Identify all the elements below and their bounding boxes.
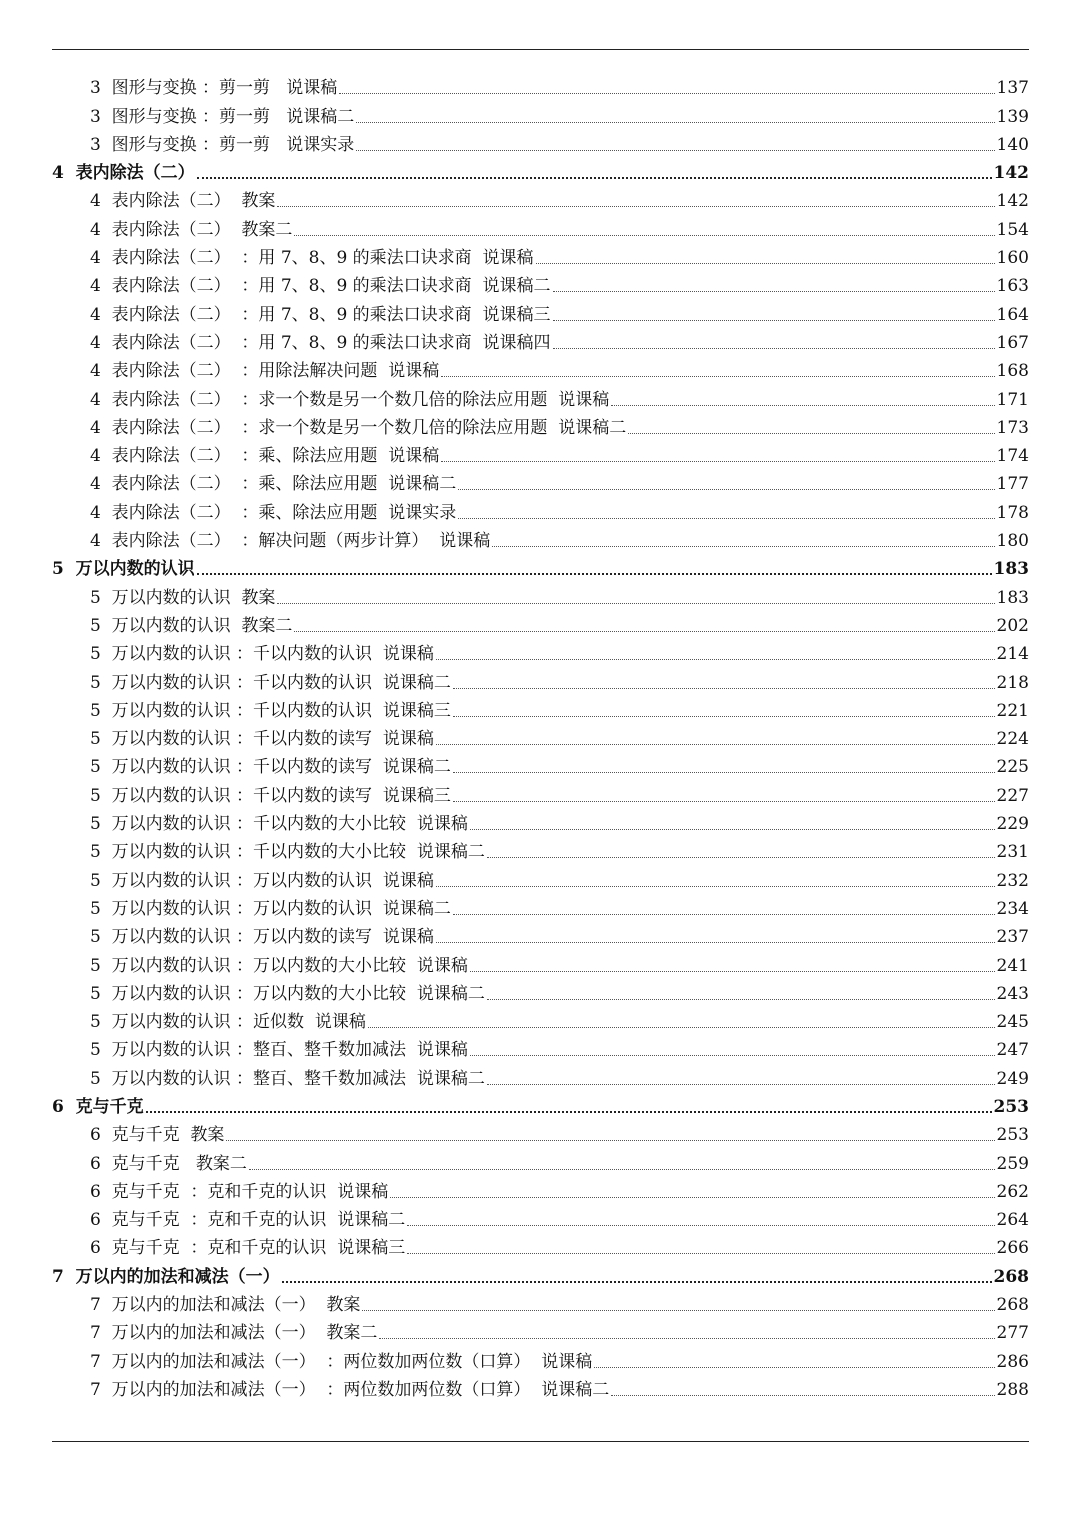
toc-dot-leader <box>553 348 995 349</box>
toc-chapter-entry[interactable] <box>52 1089 1029 1117</box>
toc-page-number: 268 <box>993 1266 1029 1287</box>
toc-dot-leader <box>487 857 995 858</box>
toc-dot-leader <box>611 1395 994 1396</box>
toc-dot-leader <box>436 744 995 745</box>
toc-entry-title: 4 表内除法（二） ：乘、除法应用题 说课稿 <box>90 446 440 467</box>
toc-dot-leader <box>553 320 995 321</box>
toc-page-number: 286 <box>996 1351 1029 1372</box>
toc-entry-title: 4 表内除法（二） <box>52 163 195 184</box>
toc-entry-title: 5 万以内数的认识 ：万以内数的大小比较 说课稿二 <box>90 983 485 1004</box>
toc-entry-title: 4 表内除法（二） ：解决问题（两步计算） 说课稿 <box>90 531 491 552</box>
toc-dot-leader <box>436 659 995 660</box>
toc-entry-title: 4 表内除法（二） ：用 7、8、9 的乘法口诀求商 说课稿二 <box>90 276 551 297</box>
toc-entry-title: 7 万以内的加法和减法（一） ：两位数加两位数（口算） 说课稿 <box>90 1351 593 1372</box>
toc-page-number: 164 <box>996 304 1029 325</box>
toc-entry-title: 4 表内除法（二） ：用除法解决问题 说课稿 <box>90 361 440 382</box>
toc-page-number: 183 <box>993 559 1029 580</box>
toc-entry-title: 4 表内除法（二） 教案二 <box>90 219 293 240</box>
toc-page-number: 171 <box>996 389 1029 410</box>
toc-entry[interactable] <box>52 1004 1029 1032</box>
toc-entry-title: 5 万以内数的认识 ：千以内数的认识 说课稿 <box>90 644 434 665</box>
toc-page-number: 183 <box>996 587 1029 608</box>
toc-page-number: 178 <box>996 502 1029 523</box>
toc-dot-leader <box>282 1281 992 1283</box>
toc-entry[interactable] <box>52 579 1029 607</box>
toc-dot-leader <box>453 688 995 689</box>
toc-entry-title: 5 万以内数的认识 ：千以内数的读写 说课稿三 <box>90 785 451 806</box>
toc-page-number: 241 <box>996 955 1029 976</box>
toc-dot-leader <box>470 971 995 972</box>
toc-entry-title: 4 表内除法（二） ：乘、除法应用题 说课实录 <box>90 502 457 523</box>
toc-entry[interactable] <box>52 240 1029 268</box>
toc-page-number: 253 <box>996 1125 1029 1146</box>
toc-dot-leader <box>470 1055 995 1056</box>
toc-entry-title: 5 万以内数的认识 ：万以内数的大小比较 说课稿 <box>90 955 468 976</box>
toc-entry-title: 4 表内除法（二） ：用 7、8、9 的乘法口诀求商 说课稿三 <box>90 304 551 325</box>
toc-entry[interactable] <box>52 183 1029 211</box>
toc-dot-leader <box>294 631 994 632</box>
toc-entry[interactable] <box>52 947 1029 975</box>
toc-entry[interactable] <box>52 862 1029 890</box>
toc-entry[interactable] <box>52 494 1029 522</box>
toc-page-number: 227 <box>996 785 1029 806</box>
toc-entry-title: 7 万以内的加法和减法（一） 教案 <box>90 1295 361 1316</box>
toc-entry[interactable] <box>52 777 1029 805</box>
toc-entry-title: 4 表内除法（二） ：用 7、8、9 的乘法口诀求商 说课稿四 <box>90 332 551 353</box>
toc-dot-leader <box>407 1225 994 1226</box>
toc-chapter-entry[interactable] <box>52 551 1029 579</box>
toc-entry[interactable] <box>52 127 1029 155</box>
toc-entry-title: 5 万以内数的认识 ：千以内数的认识 说课稿三 <box>90 700 451 721</box>
toc-dot-leader <box>487 999 995 1000</box>
toc-entry[interactable] <box>52 608 1029 636</box>
toc-entry-title: 5 万以内数的认识 ：万以内数的认识 说课稿 <box>90 870 434 891</box>
toc-entry[interactable] <box>52 1145 1029 1173</box>
toc-entry-title: 5 万以内数的认识 ：万以内数的读写 说课稿 <box>90 927 434 948</box>
toc-page-number: 218 <box>996 672 1029 693</box>
toc-dot-leader <box>294 235 994 236</box>
toc-dot-leader <box>277 206 994 207</box>
toc-entry[interactable] <box>52 664 1029 692</box>
toc-dot-leader <box>453 772 995 773</box>
toc-entry[interactable] <box>52 353 1029 381</box>
toc-dot-leader <box>453 914 995 915</box>
toc-entry-title: 5 万以内数的认识 ：千以内数的读写 说课稿二 <box>90 757 451 778</box>
toc-entry-title: 5 万以内数的认识 ：整百、整千数加减法 说课稿二 <box>90 1068 485 1089</box>
toc-page-number: 259 <box>996 1153 1029 1174</box>
toc-entry[interactable] <box>52 636 1029 664</box>
toc-dot-leader <box>356 122 994 123</box>
toc-entry[interactable] <box>52 410 1029 438</box>
toc-page-number: 142 <box>996 191 1029 212</box>
toc-dot-leader <box>362 1310 994 1311</box>
toc-entry[interactable] <box>52 211 1029 239</box>
toc-dot-leader <box>368 1027 995 1028</box>
toc-entry-title: 5 万以内数的认识 教案 <box>90 587 276 608</box>
toc-entry-title: 5 万以内数的认识 ：整百、整千数加减法 说课稿 <box>90 1040 468 1061</box>
toc-entry[interactable] <box>52 466 1029 494</box>
toc-dot-leader <box>492 546 994 547</box>
toc-entry-title: 6 克与千克 教案 <box>90 1125 225 1146</box>
toc-page-number: 237 <box>996 927 1029 948</box>
toc-page-number: 243 <box>996 983 1029 1004</box>
toc-entry-title: 6 克与千克 ：克和千克的认识 说课稿三 <box>90 1238 406 1259</box>
toc-dot-leader <box>197 177 992 179</box>
toc-entry-title: 6 克与千克 ：克和千克的认识 说课稿 <box>90 1181 389 1202</box>
toc-page-number: 140 <box>996 134 1029 155</box>
toc-entry-title: 6 克与千克 ：克和千克的认识 说课稿二 <box>90 1210 406 1231</box>
toc-chapter-entry[interactable] <box>52 1258 1029 1286</box>
toc-dot-leader <box>197 573 992 575</box>
toc-page-number: 139 <box>996 106 1029 127</box>
toc-dot-leader <box>146 1111 992 1113</box>
toc-entry[interactable] <box>52 1060 1029 1088</box>
toc-entry[interactable] <box>52 523 1029 551</box>
toc-dot-leader <box>453 801 995 802</box>
toc-dot-leader <box>339 93 994 94</box>
toc-dot-leader <box>249 1169 995 1170</box>
toc-page-number: 180 <box>996 531 1029 552</box>
toc-entry[interactable] <box>52 806 1029 834</box>
toc-entry[interactable] <box>52 693 1029 721</box>
toc-page-number: 225 <box>996 757 1029 778</box>
toc-dot-leader <box>436 886 995 887</box>
toc-entry[interactable] <box>52 1343 1029 1371</box>
toc-page-number: 277 <box>996 1323 1029 1344</box>
toc-entry[interactable] <box>52 1287 1029 1315</box>
toc-entry-title: 4 表内除法（二） 教案 <box>90 191 276 212</box>
toc-dot-leader <box>458 489 994 490</box>
toc-entry[interactable] <box>52 721 1029 749</box>
toc-dot-leader <box>470 829 995 830</box>
table-of-contents <box>52 70 1029 1400</box>
toc-dot-leader <box>390 1197 994 1198</box>
toc-entry[interactable] <box>52 98 1029 126</box>
toc-page-number: 288 <box>996 1379 1029 1400</box>
toc-dot-leader <box>611 405 994 406</box>
toc-entry[interactable] <box>52 296 1029 324</box>
toc-page-number: 221 <box>996 700 1029 721</box>
toc-page-number: 168 <box>996 361 1029 382</box>
toc-entry[interactable] <box>52 834 1029 862</box>
toc-page-number: 231 <box>996 842 1029 863</box>
toc-page-number: 214 <box>996 644 1029 665</box>
toc-page-number: 268 <box>996 1295 1029 1316</box>
toc-page-number: 142 <box>993 163 1029 184</box>
toc-entry-title: 5 万以内数的认识 ：千以内数的大小比较 说课稿 <box>90 814 468 835</box>
toc-entry-title: 3 图形与变换 ：剪一剪 说课稿二 <box>90 106 355 127</box>
toc-page-number: 266 <box>996 1238 1029 1259</box>
toc-dot-leader <box>553 291 995 292</box>
footer-rule <box>52 1441 1029 1442</box>
toc-entry[interactable] <box>52 1315 1029 1343</box>
toc-dot-leader <box>458 518 994 519</box>
toc-dot-leader <box>441 376 994 377</box>
toc-page-number: 229 <box>996 814 1029 835</box>
toc-entry-title: 4 表内除法（二） ：求一个数是另一个数几倍的除法应用题 说课稿 <box>90 389 610 410</box>
toc-dot-leader <box>436 942 995 943</box>
toc-entry-title: 4 表内除法（二） ：乘、除法应用题 说课稿二 <box>90 474 457 495</box>
toc-page-number: 167 <box>996 332 1029 353</box>
toc-entry[interactable] <box>52 70 1029 98</box>
toc-entry[interactable] <box>52 325 1029 353</box>
toc-page-number: 163 <box>996 276 1029 297</box>
toc-page-number: 264 <box>996 1210 1029 1231</box>
toc-entry[interactable] <box>52 1174 1029 1202</box>
toc-entry[interactable] <box>52 891 1029 919</box>
toc-page-number: 174 <box>996 446 1029 467</box>
toc-page-number: 247 <box>996 1040 1029 1061</box>
toc-entry-title: 7 万以内的加法和减法（一） 教案二 <box>90 1323 378 1344</box>
toc-page-number: 160 <box>996 248 1029 269</box>
toc-dot-leader <box>453 716 995 717</box>
toc-page-number: 245 <box>996 1012 1029 1033</box>
toc-entry-title: 4 表内除法（二） ：用 7、8、9 的乘法口诀求商 说课稿 <box>90 248 534 269</box>
toc-page-number: 232 <box>996 870 1029 891</box>
toc-dot-leader <box>379 1338 994 1339</box>
toc-dot-leader <box>226 1140 994 1141</box>
toc-page-number: 137 <box>996 78 1029 99</box>
toc-dot-leader <box>487 1084 995 1085</box>
toc-entry[interactable] <box>52 268 1029 296</box>
toc-entry-title: 7 万以内的加法和减法（一） ：两位数加两位数（口算） 说课稿二 <box>90 1379 610 1400</box>
toc-entry[interactable] <box>52 976 1029 1004</box>
toc-page-number: 234 <box>996 898 1029 919</box>
toc-page-number: 249 <box>996 1068 1029 1089</box>
toc-page-number: 154 <box>996 219 1029 240</box>
header-rule <box>52 49 1029 50</box>
toc-chapter-entry[interactable] <box>52 155 1029 183</box>
toc-entry-title: 5 万以内数的认识 ：千以内数的认识 说课稿二 <box>90 672 451 693</box>
toc-dot-leader <box>594 1367 994 1368</box>
toc-dot-leader <box>536 263 995 264</box>
toc-page-number: 173 <box>996 417 1029 438</box>
toc-entry[interactable] <box>52 1202 1029 1230</box>
toc-page-number: 262 <box>996 1181 1029 1202</box>
toc-entry[interactable] <box>52 438 1029 466</box>
toc-entry[interactable] <box>52 1372 1029 1400</box>
toc-entry-title: 7 万以内的加法和减法（一） <box>52 1266 280 1287</box>
toc-dot-leader <box>407 1253 994 1254</box>
toc-entry-title: 5 万以内数的认识 ：万以内数的认识 说课稿二 <box>90 898 451 919</box>
toc-entry[interactable] <box>52 381 1029 409</box>
toc-dot-leader <box>628 433 994 434</box>
toc-entry-title: 5 万以内数的认识 ：千以内数的读写 说课稿 <box>90 729 434 750</box>
toc-entry-title: 5 万以内数的认识 教案二 <box>90 615 293 636</box>
toc-dot-leader <box>441 461 994 462</box>
toc-entry-title: 5 万以内数的认识 ：近似数 说课稿 <box>90 1012 366 1033</box>
toc-dot-leader <box>277 603 994 604</box>
toc-entry-title: 4 表内除法（二） ：求一个数是另一个数几倍的除法应用题 说课稿二 <box>90 417 627 438</box>
toc-page-number: 224 <box>996 729 1029 750</box>
toc-entry-title: 3 图形与变换 ：剪一剪 说课稿 <box>90 78 338 99</box>
toc-page-number: 177 <box>996 474 1029 495</box>
toc-entry[interactable] <box>52 1032 1029 1060</box>
toc-entry-title: 6 克与千克 教案二 <box>90 1153 247 1174</box>
toc-entry[interactable] <box>52 919 1029 947</box>
toc-entry[interactable] <box>52 1117 1029 1145</box>
toc-entry-title: 5 万以内数的认识 ：千以内数的大小比较 说课稿二 <box>90 842 485 863</box>
toc-entry-title: 5 万以内数的认识 <box>52 559 195 580</box>
toc-entry[interactable] <box>52 749 1029 777</box>
toc-page-number: 202 <box>996 615 1029 636</box>
toc-entry-title: 3 图形与变换 ：剪一剪 说课实录 <box>90 134 355 155</box>
toc-entry-title: 6 克与千克 <box>52 1096 144 1117</box>
toc-entry[interactable] <box>52 1230 1029 1258</box>
toc-dot-leader <box>356 150 994 151</box>
toc-page-number: 253 <box>993 1096 1029 1117</box>
